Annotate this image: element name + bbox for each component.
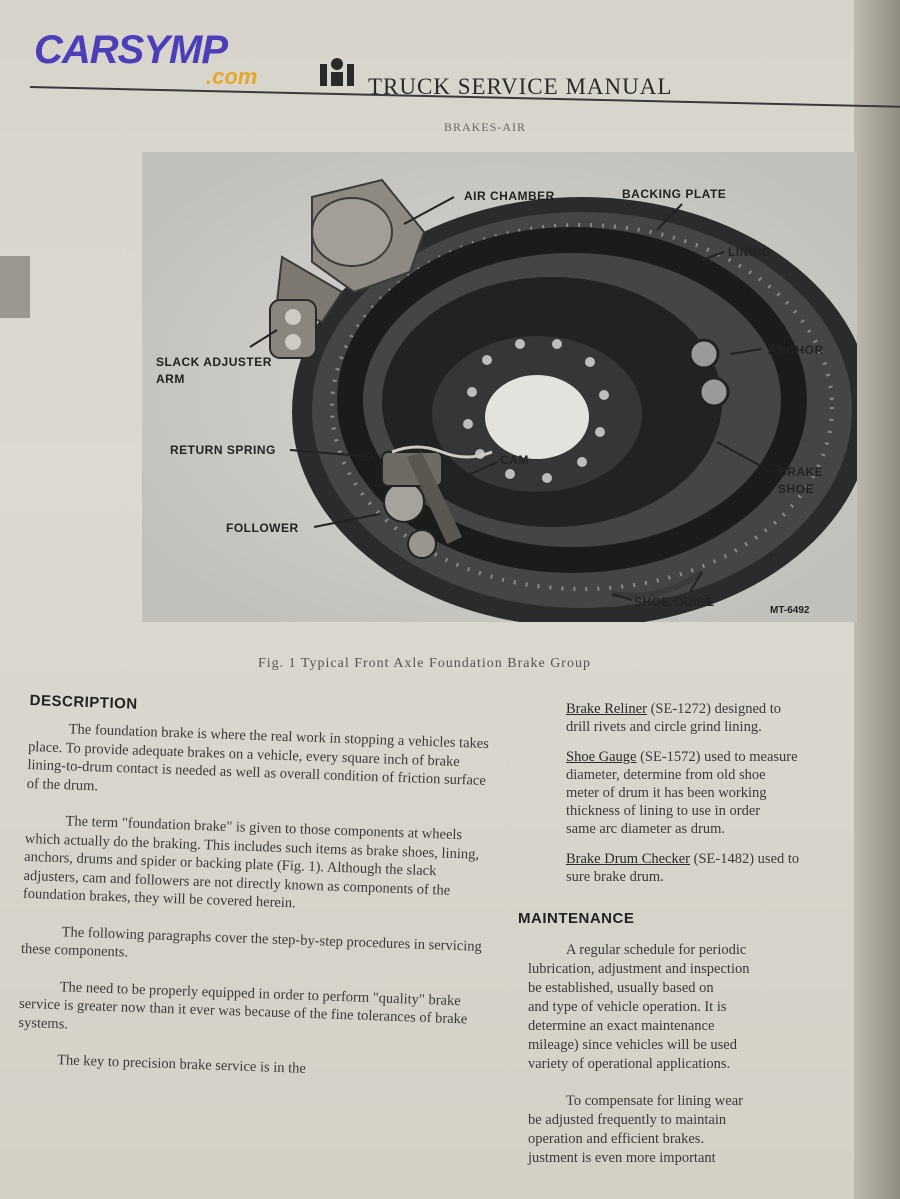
maintenance-line: A regular schedule for periodic xyxy=(566,942,747,958)
description-paragraph-4: The need to be properly equipped in order to perform "quality" brake service is greater now than it ever was because of the fine tolerances of brake systems. xyxy=(18,978,468,1033)
tool-text: diameter, determine from old shoe xyxy=(566,767,766,783)
callout-air-chamber: AIR CHAMBER xyxy=(464,189,555,203)
ih-emblem-icon xyxy=(320,58,354,88)
figure-caption: Fig. 1 Typical Front Axle Foundation Brake Group xyxy=(258,656,591,671)
manual-title: TRUCK SERVICE MANUAL xyxy=(368,74,673,99)
description-column xyxy=(16,692,494,1102)
hub-center xyxy=(485,375,589,459)
callout-slack-line-1: SLACK ADJUSTER xyxy=(156,355,272,369)
callout-shoe-guide: SHOE GUIDE xyxy=(634,595,715,609)
tool-text: (SE-1572) used to measure xyxy=(636,749,798,765)
tool-text: (SE-1272) designed to xyxy=(646,701,782,717)
maintenance-paragraph-1 xyxy=(528,941,878,1074)
callout-slack-adjuster-arm xyxy=(156,354,272,388)
tool-shoe-gauge xyxy=(566,748,878,838)
maintenance-line: be established, usually based on xyxy=(528,980,714,996)
section-tag: BRAKES-AIR xyxy=(444,120,527,134)
maintenance-heading: MAINTENANCE xyxy=(518,910,635,927)
tool-brake-reliner xyxy=(566,700,878,736)
tool-text: (SE-1482) used to xyxy=(690,851,800,867)
tools-maintenance-column xyxy=(518,700,878,1186)
brake-assembly-photo xyxy=(142,152,857,622)
maintenance-line: mileage) since vehicles will be used xyxy=(528,1037,737,1053)
slack-adjuster-shape xyxy=(270,300,316,358)
anchor-pin-1 xyxy=(690,340,718,368)
maintenance-line: determine an exact maintenance xyxy=(528,1018,715,1034)
tool-name: Shoe Gauge xyxy=(566,749,637,765)
callout-return-spring: RETURN SPRING xyxy=(170,443,276,457)
callout-brake-shoe xyxy=(778,464,823,498)
page-tab-edge xyxy=(0,256,30,318)
description-paragraph-2: The term "foundation brake" is given to those components at wheels which actually do the braking. This includes such items as brake shoes, lining, anchors, drums and spider or backing plate (Fig. 1). Although the slack adjusters, cam and followers are not directly known as components of the foundation brakes, they will be covered herein. xyxy=(22,813,480,912)
callout-anchor: ANCHOR xyxy=(768,343,824,357)
callout-slack-line-2: ARM xyxy=(156,372,185,386)
tool-brake-drum-checker xyxy=(566,850,878,886)
maintenance-line: lubrication, adjustment and inspection xyxy=(528,961,750,977)
callout-brake-shoe-line-2: SHOE xyxy=(778,482,815,496)
maintenance-line: and type of vehicle operation. It is xyxy=(528,999,727,1015)
maintenance-paragraph-2 xyxy=(528,1092,878,1168)
tool-text: meter of drum it has been working xyxy=(566,785,767,801)
callout-brake-shoe-line-1: BRAKE xyxy=(778,465,824,479)
tool-text: same arc diameter as drum. xyxy=(566,821,726,837)
maintenance-line: justment is even more important xyxy=(528,1150,716,1166)
tool-name: Brake Reliner xyxy=(566,701,647,717)
watermark-suffix: .com xyxy=(206,64,258,89)
description-heading: DESCRIPTION xyxy=(29,692,138,713)
tool-text: drill rivets and circle grind lining. xyxy=(566,719,762,735)
maintenance-line: To compensate for lining wear xyxy=(566,1093,743,1109)
tool-text: sure brake drum. xyxy=(566,869,664,885)
figure-id: MT-6492 xyxy=(770,605,810,616)
callout-follower: FOLLOWER xyxy=(226,521,299,535)
description-paragraph-1: The foundation brake is where the real work in stopping a vehicles takes place. To provide adequate brakes on a vehicle, every square inch of brake lining-to-drum contact is needed as well as overall condition of friction surface of the drum. xyxy=(26,721,490,794)
description-paragraph-5: The key to precision brake service is in the xyxy=(56,1052,307,1077)
description-paragraph-3: The following paragraphs cover the step-by-step procedures in servicing these components. xyxy=(20,923,483,961)
maintenance-line: operation and efficient brakes. xyxy=(528,1131,705,1147)
watermark-brand: CARSYMP xyxy=(34,28,228,72)
tool-name: Brake Drum Checker xyxy=(566,851,691,867)
watermark-logo xyxy=(34,30,257,90)
callout-backing-plate: BACKING PLATE xyxy=(622,187,727,201)
callout-lining: LINING xyxy=(728,245,772,259)
tool-text: thickness of lining to use in order xyxy=(566,803,761,819)
callout-cam: CAM xyxy=(500,453,529,467)
anchor-pin-2 xyxy=(700,378,728,406)
maintenance-line: be adjusted frequently to maintain xyxy=(528,1112,727,1128)
maintenance-line: variety of operational applications. xyxy=(528,1056,731,1072)
